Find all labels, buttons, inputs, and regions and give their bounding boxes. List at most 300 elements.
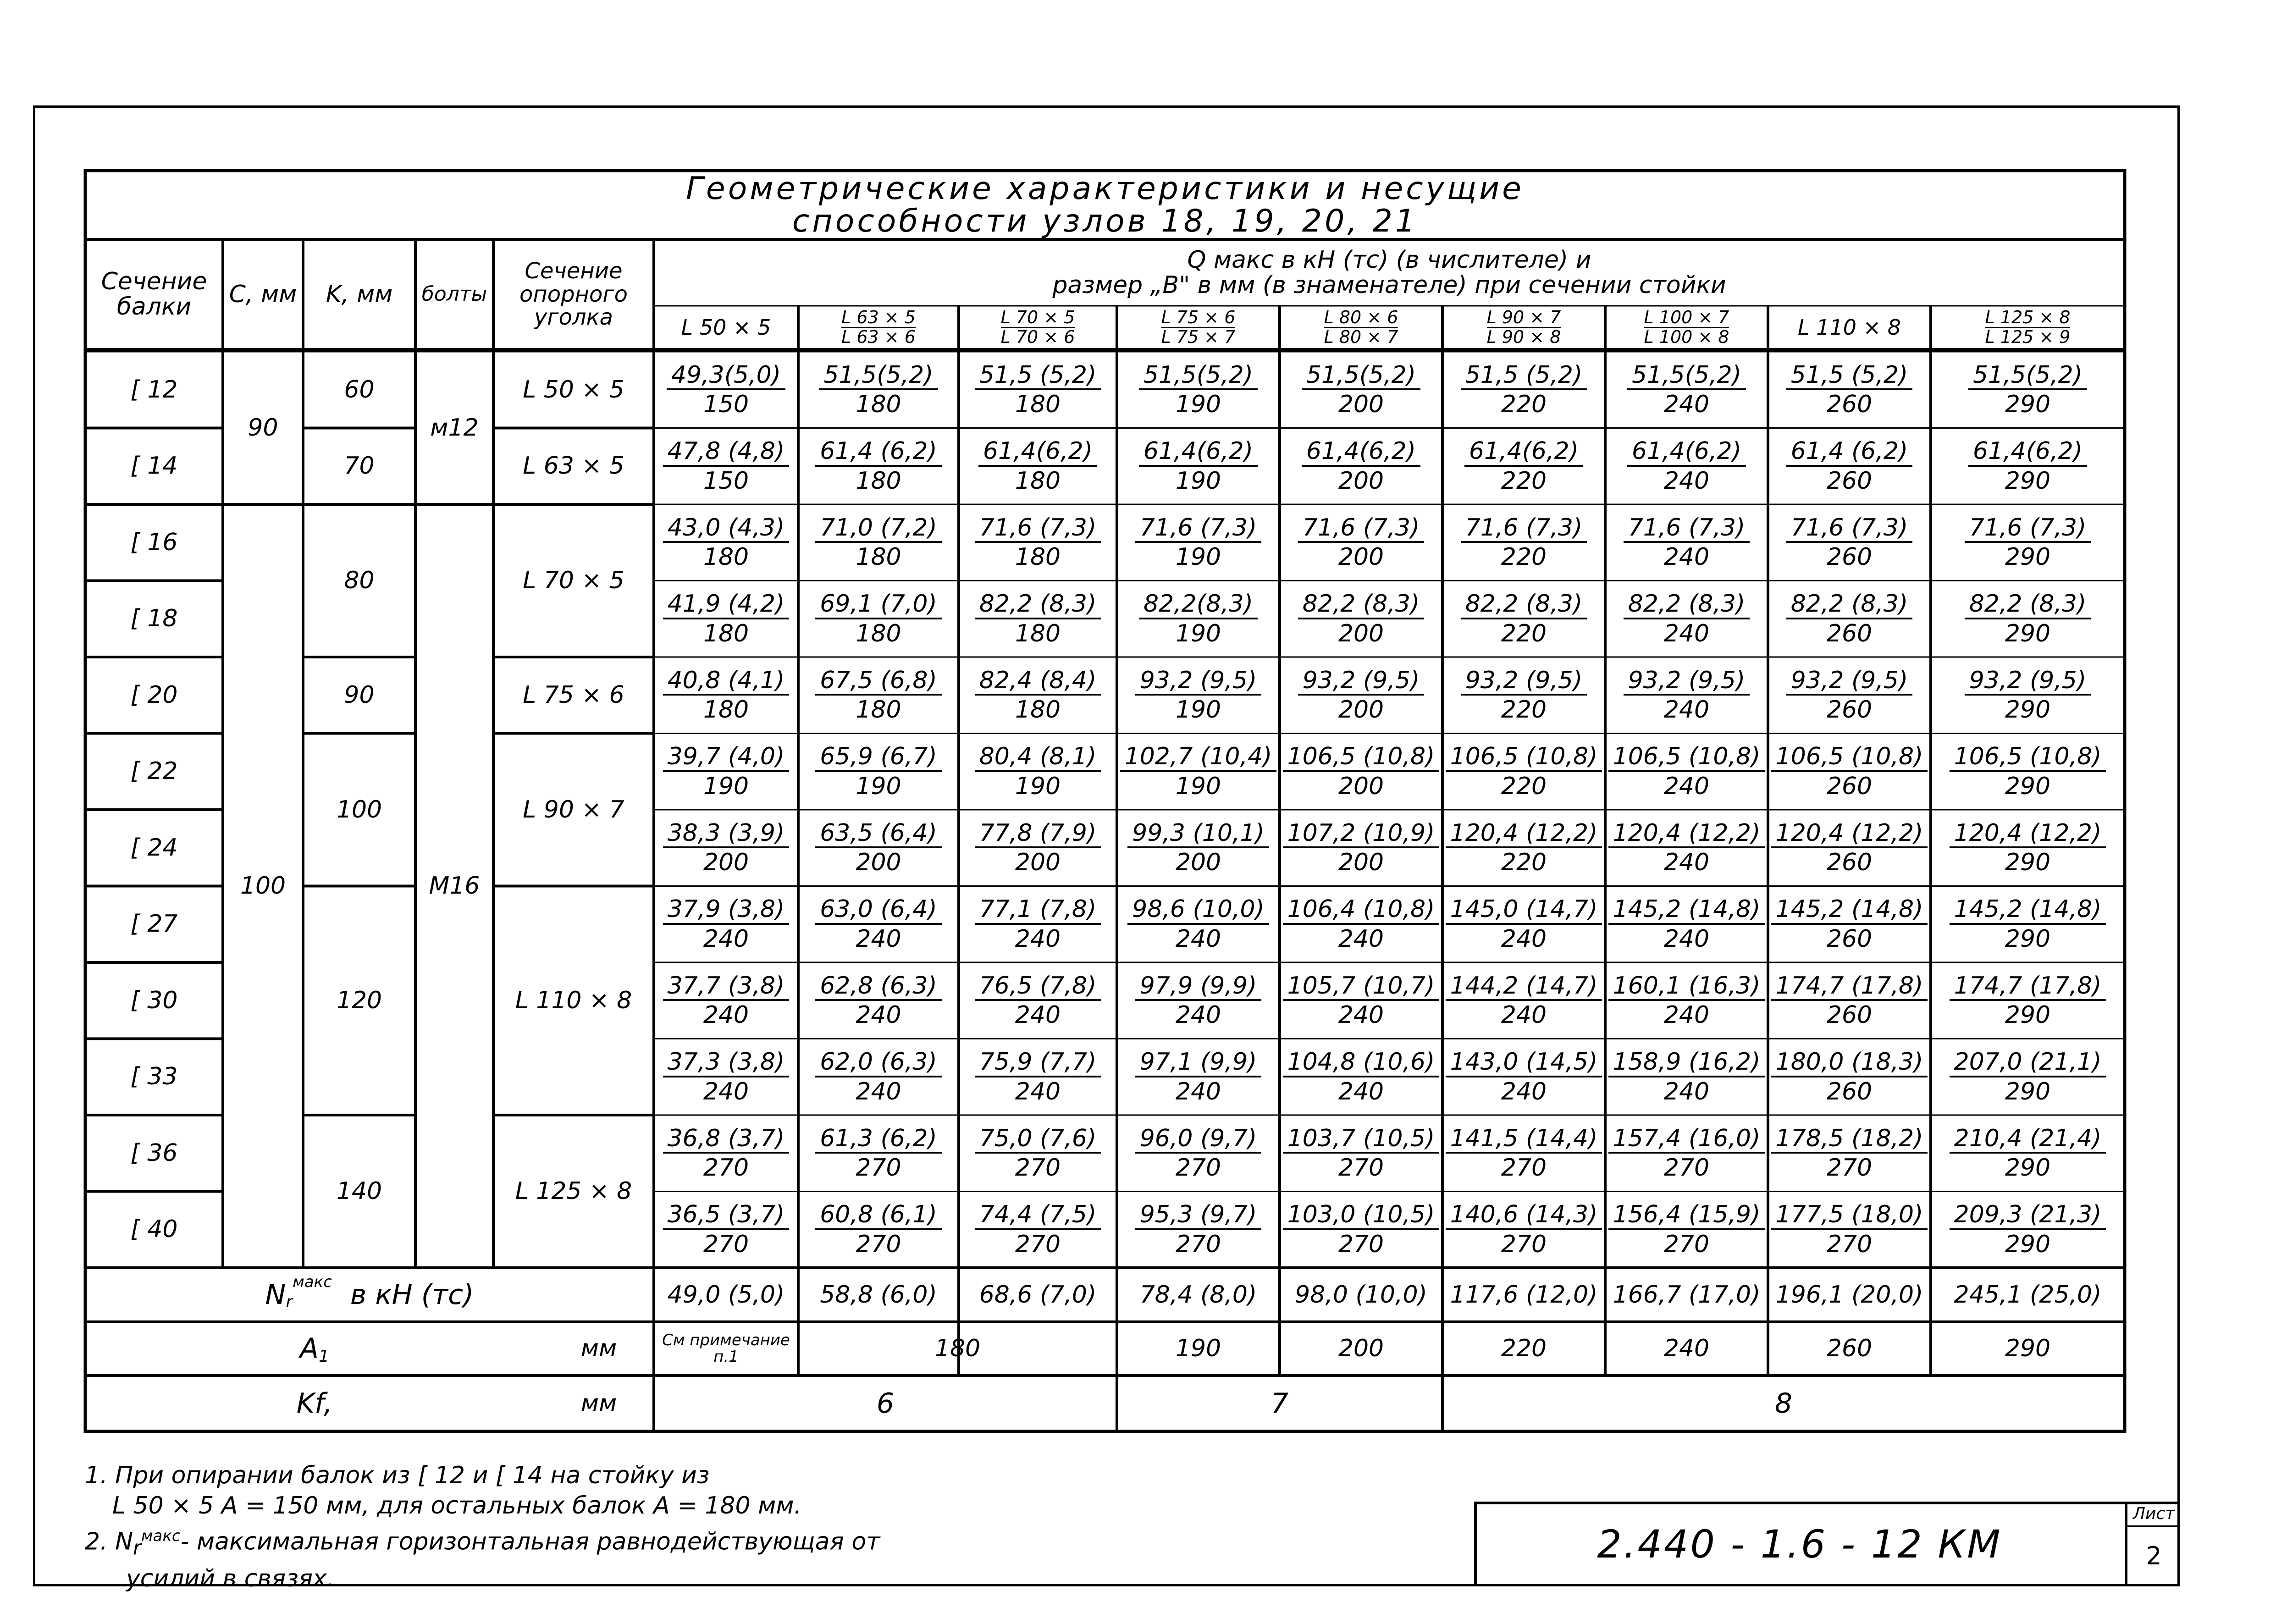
value-cell (654, 581, 798, 657)
b-size-value: 180 (1015, 696, 1061, 724)
column-header-9 (1931, 306, 2125, 349)
value-cell (1442, 1192, 1605, 1268)
title-line-1: Геометрические характеристики и несущие (685, 170, 1525, 207)
q-max-value: 60,8 (6,1) (815, 1202, 942, 1230)
b-size-value: 290 (2005, 696, 2051, 724)
b-size-value: 270 (703, 1230, 749, 1258)
angle-section: L 90 × 7 (523, 795, 624, 823)
value-cell (798, 1115, 959, 1192)
q-max-value: 120,4 (12,2) (1771, 821, 1928, 849)
b-size-value: 270 (1338, 1154, 1384, 1182)
note-1-line-2: L 50 × 5 A = 150 мм, для остальных балок A = 180 мм. (112, 1492, 802, 1519)
b-size-value: 270 (1175, 1230, 1221, 1258)
kf-label: Kf, (296, 1387, 333, 1420)
column-header-2 (798, 306, 959, 349)
q-max-value: 106,5 (10,8) (1446, 744, 1602, 772)
column-header-4 (1117, 306, 1280, 349)
column-header-line: L 63 × 6 (841, 327, 916, 347)
header-bolts: болты (421, 282, 487, 306)
q-max-value: 174,7 (17,8) (1771, 973, 1928, 1001)
b-size-value: 290 (2005, 1001, 2051, 1029)
value-cell (1931, 734, 2125, 810)
b-size-value: 190 (703, 772, 749, 800)
b-size-value: 260 (1826, 925, 1873, 953)
q-max-value: 158,9 (16,2) (1608, 1050, 1765, 1077)
b-size-value: 260 (1826, 772, 1873, 800)
b-size-value: 150 (703, 467, 749, 495)
n-max-value: 196,1 (20,0) (1775, 1281, 1923, 1309)
b-size-value: 270 (1338, 1230, 1384, 1258)
q-max-value: 144,2 (14,7) (1446, 973, 1602, 1001)
q-max-value: 93,2 (9,5) (1135, 668, 1262, 696)
q-max-value: 51,5 (5,2) (1461, 363, 1587, 391)
kf-units: мм (580, 1389, 617, 1417)
bolts-m16: М16 (429, 872, 480, 900)
value-cell (1442, 581, 1605, 657)
value-cell (1280, 504, 1442, 581)
b-size-value: 290 (2005, 849, 2051, 877)
value-cell (1768, 1039, 1931, 1116)
column-header-5 (1280, 306, 1442, 349)
q-max-value: 82,2 (8,3) (1786, 591, 1913, 619)
b-size-value: 180 (856, 696, 901, 724)
q-max-value: 93,2 (9,5) (1298, 668, 1425, 696)
b-size-value: 180 (1015, 543, 1061, 571)
q-max-value: 43,0 (4,3) (663, 515, 790, 543)
value-cell (1117, 1115, 1280, 1192)
value-cell (798, 352, 959, 428)
value-cell (1442, 428, 1605, 505)
value-cell (1768, 657, 1931, 734)
q-max-value: 93,2 (9,5) (1624, 668, 1750, 696)
value-cell (798, 1039, 959, 1116)
n-max-value: 49,0 (5,0) (667, 1281, 785, 1309)
q-max-value: 61,4 (6,2) (815, 439, 942, 467)
value-cell (1442, 504, 1605, 581)
b-size-value: 180 (703, 543, 749, 571)
q-max-value: 51,5(5,2) (1627, 363, 1746, 391)
a-value: 240 (1663, 1335, 1710, 1363)
b-size-value: 240 (1015, 925, 1061, 953)
section-label: [ 14 (130, 452, 178, 480)
q-max-value: 177,5 (18,0) (1771, 1202, 1928, 1230)
value-cell (1605, 352, 1768, 428)
c-value-90: 90 (248, 414, 278, 442)
b-size-value: 180 (703, 619, 749, 647)
value-cell (959, 810, 1117, 886)
q-max-value: 106,5 (10,8) (1608, 744, 1765, 772)
k-value: 60 (344, 376, 375, 403)
q-max-value: 106,4 (10,8) (1283, 897, 1440, 925)
b-size-value: 240 (1338, 925, 1384, 953)
q-max-value: 71,6 (7,3) (1965, 515, 2091, 543)
b-size-value: 220 (1501, 543, 1547, 571)
q-max-value: 69,1 (7,0) (815, 591, 942, 619)
value-cell (654, 810, 798, 886)
characteristics-table (85, 171, 2125, 1432)
value-cell (654, 428, 798, 505)
q-max-value: 120,4 (12,2) (1950, 821, 2106, 849)
sheet-label: Лист (2127, 1502, 2180, 1527)
b-size-value: 190 (1175, 391, 1221, 419)
value-cell (654, 734, 798, 810)
q-max-value: 37,7 (3,8) (663, 973, 790, 1001)
q-max-value: 71,6 (7,3) (1298, 515, 1425, 543)
q-max-value: 103,7 (10,5) (1283, 1126, 1440, 1154)
sheet-number: 2 (2146, 1541, 2162, 1570)
value-cell (959, 1039, 1117, 1116)
n-max-value: 166,7 (17,0) (1613, 1281, 1761, 1309)
a-value: 190 (1175, 1335, 1221, 1363)
q-max-value: 93,2 (9,5) (1786, 668, 1913, 696)
b-size-value: 260 (1826, 391, 1873, 419)
q-max-value: 140,6 (14,3) (1446, 1202, 1602, 1230)
n-max-value: 78,4 (8,0) (1139, 1281, 1257, 1309)
a-value-180: 180 (934, 1335, 981, 1363)
value-cell (959, 352, 1117, 428)
b-size-value: 190 (1175, 543, 1221, 571)
value-cell (959, 428, 1117, 505)
a-value: 290 (2005, 1335, 2051, 1363)
q-max-value: 82,2 (8,3) (1298, 591, 1425, 619)
b-size-value: 290 (2005, 391, 2051, 419)
b-size-value: 270 (1663, 1230, 1710, 1258)
value-cell (654, 1115, 798, 1192)
b-size-value: 180 (856, 467, 901, 495)
n-max-value: 245,1 (25,0) (1954, 1281, 2102, 1309)
b-size-value: 260 (1826, 1077, 1873, 1105)
value-cell (1605, 886, 1768, 963)
value-cell (959, 1192, 1117, 1268)
c-value-100: 100 (240, 872, 286, 900)
value-cell (1117, 428, 1280, 505)
q-max-value: 82,2 (8,3) (1624, 591, 1750, 619)
b-size-value: 200 (1338, 619, 1384, 647)
b-size-value: 180 (856, 391, 901, 419)
q-max-value: 61,3 (6,2) (815, 1126, 942, 1154)
value-cell (1280, 1115, 1442, 1192)
value-cell (1931, 886, 2125, 963)
b-size-value: 220 (1501, 772, 1547, 800)
q-max-value: 37,9 (3,8) (663, 897, 790, 925)
b-size-value: 240 (1663, 391, 1710, 419)
b-size-value: 270 (1015, 1154, 1061, 1182)
n-max-value: 68,6 (7,0) (979, 1281, 1097, 1309)
b-size-value: 220 (1501, 849, 1547, 877)
q-max-value: 95,3 (9,7) (1135, 1202, 1262, 1230)
value-cell (1605, 581, 1768, 657)
b-size-value: 240 (1175, 1001, 1221, 1029)
q-max-value: 74,4 (7,5) (975, 1202, 1101, 1230)
value-cell (1605, 657, 1768, 734)
q-max-value: 82,2 (8,3) (975, 591, 1101, 619)
value-cell (1117, 1192, 1280, 1268)
value-cell (1605, 810, 1768, 886)
q-max-value: 71,6 (7,3) (1624, 515, 1750, 543)
value-cell (1605, 1039, 1768, 1116)
q-max-value: 61,4(6,2) (1464, 439, 1583, 467)
value-cell (1117, 581, 1280, 657)
b-size-value: 270 (1826, 1154, 1873, 1182)
a-row-label (85, 1322, 544, 1375)
b-size-value: 270 (1015, 1230, 1061, 1258)
value-cell (1117, 504, 1280, 581)
b-size-value: 240 (1175, 925, 1221, 953)
q-max-value: 145,2 (14,8) (1950, 897, 2106, 925)
value-cell (654, 352, 798, 428)
q-max-value: 65,9 (6,7) (815, 744, 942, 772)
q-max-value: 102,7 (10,4) (1120, 744, 1277, 772)
value-cell (654, 1039, 798, 1116)
q-max-value: 106,5 (10,8) (1283, 744, 1440, 772)
q-max-value: 82,4 (8,4) (975, 668, 1101, 696)
note-2-sup: макс (141, 1527, 181, 1545)
value-cell (959, 734, 1117, 810)
q-max-value: 37,3 (3,8) (663, 1050, 790, 1077)
b-size-value: 270 (1175, 1154, 1221, 1182)
b-size-value: 200 (1338, 543, 1384, 571)
q-max-value: 62,8 (6,3) (815, 973, 942, 1001)
b-size-value: 290 (2005, 543, 2051, 571)
b-size-value: 220 (1501, 619, 1547, 647)
value-cell (798, 504, 959, 581)
value-cell (1442, 886, 1605, 963)
q-max-value: 71,6 (7,3) (1135, 515, 1262, 543)
column-header-7 (1605, 306, 1768, 349)
value-cell (1931, 1039, 2125, 1116)
value-cell (1117, 962, 1280, 1039)
b-size-value: 240 (703, 1001, 749, 1029)
b-size-value: 200 (1338, 849, 1384, 877)
header-q-line-2: размер „B" в мм (в знаменателе) при сечении стойки (1052, 271, 1726, 299)
value-cell (1768, 1115, 1931, 1192)
b-size-value: 240 (1501, 1077, 1547, 1105)
value-cell (798, 428, 959, 505)
b-size-value: 240 (703, 925, 749, 953)
b-size-value: 240 (1338, 1077, 1384, 1105)
q-max-value: 51,5(5,2) (1302, 363, 1420, 391)
q-max-value: 180,0 (18,3) (1771, 1050, 1928, 1077)
header-q (654, 239, 2125, 306)
b-size-value: 150 (703, 391, 749, 419)
value-cell (1442, 962, 1605, 1039)
b-size-value: 290 (2005, 1230, 2051, 1258)
b-size-value: 200 (1338, 391, 1384, 419)
b-size-value: 180 (703, 696, 749, 724)
header-angle: Сечение опорного уголка (519, 258, 628, 331)
b-size-value: 200 (1015, 849, 1061, 877)
column-header-3 (959, 306, 1117, 349)
section-label: [ 16 (130, 528, 178, 556)
angle-section: L 63 × 5 (523, 452, 624, 480)
n-max-value: 117,6 (12,0) (1450, 1281, 1598, 1309)
column-header-line: L 80 × 7 (1324, 327, 1398, 347)
b-size-value: 180 (1015, 391, 1061, 419)
b-size-value: 270 (703, 1154, 749, 1182)
q-max-value: 178,5 (18,2) (1771, 1126, 1928, 1154)
q-max-value: 145,0 (14,7) (1446, 897, 1602, 925)
q-max-value: 71,6 (7,3) (975, 515, 1101, 543)
n-label-part-1: r (286, 1293, 293, 1312)
value-cell (1605, 1115, 1768, 1192)
b-size-value: 200 (1338, 772, 1384, 800)
column-header-line: L 90 × 8 (1486, 327, 1561, 347)
q-max-value: 82,2 (8,3) (1965, 591, 2091, 619)
q-max-value: 51,5(5,2) (1139, 363, 1258, 391)
section-label: [ 33 (130, 1063, 178, 1091)
a-label-part-0: A (300, 1332, 319, 1364)
section-label: [ 27 (130, 910, 178, 938)
b-size-value: 190 (856, 772, 901, 800)
b-size-value: 240 (1663, 772, 1710, 800)
value-cell (1931, 657, 2125, 734)
value-cell (1931, 352, 2125, 428)
q-max-value: 97,9 (9,9) (1135, 973, 1262, 1001)
n-max-value: 58,8 (6,0) (820, 1281, 937, 1309)
value-cell (1931, 428, 2125, 505)
value-cell (1117, 886, 1280, 963)
table-title (85, 171, 2125, 239)
b-size-value: 220 (1501, 391, 1547, 419)
value-cell (798, 962, 959, 1039)
value-cell (1280, 1192, 1442, 1268)
q-max-value: 103,0 (10,5) (1283, 1202, 1440, 1230)
b-size-value: 290 (2005, 1077, 2051, 1105)
value-cell (654, 962, 798, 1039)
q-max-value: 51,5 (5,2) (975, 363, 1101, 391)
b-size-value: 240 (1015, 1077, 1061, 1105)
q-max-value: 97,1 (9,9) (1135, 1050, 1262, 1077)
value-cell (1442, 1115, 1605, 1192)
b-size-value: 290 (2005, 772, 2051, 800)
q-max-value: 61,4(6,2) (1627, 439, 1746, 467)
q-max-value: 120,4 (12,2) (1608, 821, 1765, 849)
q-max-value: 106,5 (10,8) (1771, 744, 1928, 772)
q-max-value: 36,8 (3,7) (663, 1126, 790, 1154)
b-size-value: 190 (1175, 467, 1221, 495)
value-cell (1931, 581, 2125, 657)
b-size-value: 190 (1175, 772, 1221, 800)
a-label-part-1: 1 (319, 1347, 329, 1366)
value-cell (1442, 352, 1605, 428)
k-value: 140 (336, 1177, 382, 1205)
q-max-value: 174,7 (17,8) (1950, 973, 2106, 1001)
value-cell (1442, 734, 1605, 810)
value-cell (798, 734, 959, 810)
q-max-value: 39,7 (4,0) (663, 744, 790, 772)
q-max-value: 61,4(6,2) (1139, 439, 1258, 467)
q-max-value: 67,5 (6,8) (815, 668, 942, 696)
b-size-value: 240 (1663, 1077, 1710, 1105)
b-size-value: 240 (703, 1077, 749, 1105)
b-size-value: 220 (1501, 696, 1547, 724)
q-max-value: 145,2 (14,8) (1608, 897, 1765, 925)
value-cell (1280, 886, 1442, 963)
value-cell (1442, 657, 1605, 734)
value-cell (959, 581, 1117, 657)
q-max-value: 77,1 (7,8) (975, 897, 1101, 925)
q-max-value: 209,3 (21,3) (1950, 1202, 2106, 1230)
b-size-value: 240 (856, 925, 901, 953)
value-cell (959, 962, 1117, 1039)
q-max-value: 157,4 (16,0) (1608, 1126, 1765, 1154)
b-size-value: 290 (2005, 467, 2051, 495)
value-cell (1605, 734, 1768, 810)
b-size-value: 180 (856, 619, 901, 647)
note-2-text: - максимальная горизонтальная равнодействующая от (180, 1528, 880, 1556)
value-cell (1280, 810, 1442, 886)
value-cell (654, 657, 798, 734)
section-label: [ 30 (130, 986, 178, 1014)
q-max-value: 106,5 (10,8) (1950, 744, 2106, 772)
b-size-value: 240 (1338, 1001, 1384, 1029)
section-label: [ 40 (130, 1215, 178, 1243)
section-label: [ 20 (130, 681, 178, 709)
b-size-value: 240 (1175, 1077, 1221, 1105)
b-size-value: 240 (856, 1077, 901, 1105)
b-size-value: 270 (1663, 1154, 1710, 1182)
header-q-line-1: Q макс в кН (тс) (в числителе) и (1187, 246, 1591, 274)
q-max-value: 210,4 (21,4) (1950, 1126, 2106, 1154)
column-header-line: L 80 × 6 (1324, 307, 1398, 328)
column-header-line: L 70 × 5 (1000, 307, 1075, 328)
q-max-value: 80,4 (8,1) (975, 744, 1101, 772)
b-size-value: 260 (1826, 696, 1873, 724)
b-size-value: 290 (2005, 619, 2051, 647)
b-size-value: 240 (1663, 543, 1710, 571)
value-cell (798, 1192, 959, 1268)
q-max-value: 63,0 (6,4) (815, 897, 942, 925)
q-max-value: 105,7 (10,7) (1283, 973, 1440, 1001)
b-size-value: 240 (1663, 1001, 1710, 1029)
column-header-line: L 100 × 7 (1644, 307, 1729, 328)
kf-value-8: 8 (1774, 1387, 1793, 1420)
q-max-value: 62,0 (6,3) (815, 1050, 942, 1077)
column-header-line: L 63 × 5 (841, 307, 916, 328)
a-units: мм (580, 1335, 617, 1363)
angle-section: L 70 × 5 (523, 567, 624, 595)
q-max-value: 82,2(8,3) (1139, 591, 1258, 619)
column-header-line: L 70 × 6 (1000, 327, 1075, 347)
value-cell (654, 1192, 798, 1268)
b-size-value: 200 (1338, 467, 1384, 495)
q-max-value: 156,4 (15,9) (1608, 1202, 1765, 1230)
q-max-value: 96,0 (9,7) (1135, 1126, 1262, 1154)
value-cell (654, 504, 798, 581)
angle-section: L 125 × 8 (515, 1177, 632, 1205)
q-max-value: 207,0 (21,1) (1950, 1050, 2106, 1077)
column-header-line: L 125 × 8 (1985, 307, 2071, 328)
value-cell (1931, 1192, 2125, 1268)
q-max-value: 104,8 (10,6) (1283, 1050, 1440, 1077)
k-value: 90 (344, 681, 375, 709)
value-cell (654, 886, 798, 963)
value-cell (1605, 1192, 1768, 1268)
q-max-value: 41,9 (4,2) (663, 591, 790, 619)
b-size-value: 270 (1501, 1230, 1547, 1258)
b-size-value: 180 (1015, 467, 1061, 495)
note-2-prefix: 2. N (85, 1528, 133, 1556)
header-k: K, мм (326, 280, 393, 308)
column-header-line: L 75 × 6 (1161, 307, 1236, 328)
b-size-value: 240 (1501, 925, 1547, 953)
value-cell (798, 657, 959, 734)
b-size-value: 260 (1826, 543, 1873, 571)
k-value: 70 (344, 452, 375, 480)
column-header-line: L 110 × 8 (1797, 315, 1901, 340)
drawing-code: 2.440 - 1.6 - 12 КМ (1597, 1521, 2002, 1567)
column-header-6 (1442, 306, 1605, 349)
